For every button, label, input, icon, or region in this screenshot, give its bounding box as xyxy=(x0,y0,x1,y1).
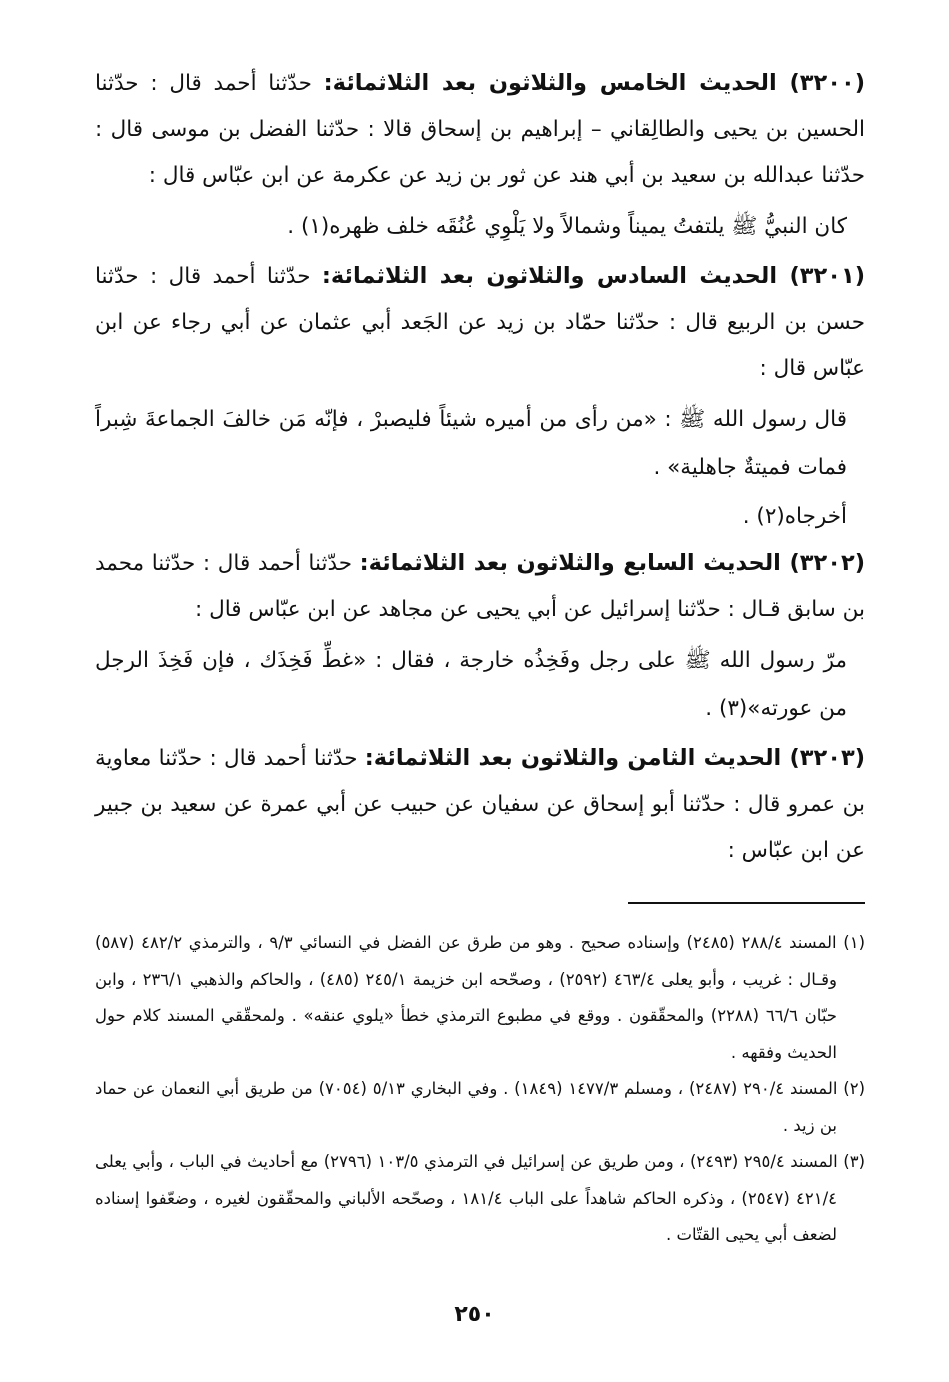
footnote-3: (٣) المسند ٢٩٥/٤ (٢٤٩٣) ، ومن طريق عن إسرائيل في الترمذي ١٠٣/٥ (٢٧٩٦) مع أحاديث في الباب ، وأبي يعلى ٤٢١/٤ (٢٥٤٧) ، وذكره الحاكم شاهداً على الباب ١٨١/٤ ، وصحّحه الألباني والمحقّقون لغيره ، وضعّفوا إسناده لضعف أبي يحيى القتّات . xyxy=(95,1152,865,1244)
footnote-separator xyxy=(628,902,865,904)
hadith-3203 xyxy=(95,735,865,874)
hadith-3200 xyxy=(95,60,865,251)
page-number: ٢٥٠ xyxy=(454,1302,495,1327)
hadith-matn: كان النبيُّ ﷺ يلتفتُ يميناً وشمالاً ولا يَلْوِي عُنُقَه خلف ظهره(١) . xyxy=(287,214,847,239)
hadith-matn: مرّ رسول الله ﷺ على رجل وفَخِذُه خارجة ، فقال : «غطِّ فَخِذَك ، فإن فَخِذَ الرجل من عورته»(٣) . xyxy=(95,648,847,721)
hadith-heading: (٣٢٠٣) الحديث الثامن والثلاثون بعد الثلاثمائة: xyxy=(364,745,865,771)
footnote-1: (١) المسند ٢٨٨/٤ (٢٤٨٥) وإسناده صحيح . وهو من طرق عن الفضل في النسائي ٩/٣ ، والترمذي ٤٨٢/٢ (٥٨٧) وقـال : غريب ، وأبو يعلى ٤٦٣/٤ (٢٥٩٢) ، وصحّحه ابن خزيمة ٢٤٥/١ (٤٨٥) ، والحاكم والذهبي ٢٣٦/١ ، وابن حبّان ٦٦/٦ (٢٢٨٨) والمحقّقون . ووقع في مطبوع الترمذي خطأ «يلوي عنقه» . ولمحقّقي المسند كلام حول الحديث وفقهه . xyxy=(95,933,865,1062)
hadith-isnad: حدّثنا أحمد قال : حدّثنا محمد بن سابق قـال : حدّثنا إسرائيل عن أبي يحيى عن مجاهد عن ابن عبّاس قال : xyxy=(95,551,865,622)
hadith-takhrij: أخرجاه(٢) . xyxy=(742,504,847,529)
hadith-heading: (٣٢٠٢) الحديث السابع والثلاثون بعد الثلاثمائة: xyxy=(359,550,866,576)
hadith-3201 xyxy=(95,253,865,540)
main-text xyxy=(95,60,865,874)
hadith-heading: (٣٢٠٠) الحديث الخامس والثلاثون بعد الثلاثمائة: xyxy=(323,70,865,96)
hadith-isnad: حدّثنا أحمد قال : حدّثنا حسن بن الربيع قال : حدّثنا حمّاد بن زيد عن الجَعد أبي عثمان عن أبي رجاء عن ابن عبّاس قال : xyxy=(95,264,865,381)
footnotes xyxy=(95,925,865,1254)
hadith-isnad: حدّثنا أحمد قال : حدّثنا معاوية بن عمرو قال : حدّثنا أبو إسحاق عن سفيان عن حبيب عن أبي عمرة عن سعيد بن جبير عن ابن عبّاس : xyxy=(95,746,865,863)
footnote-2: (٢) المسند ٢٩٠/٤ (٢٤٨٧) ، ومسلم ١٤٧٧/٣ (١٨٤٩) . وفي البخاري ٥/١٣ (٧٠٥٤) من طريق أبي النعمان عن حماد بن زيد . xyxy=(95,1079,866,1135)
hadith-matn: قال رسول الله ﷺ : «من رأى من أميره شيئاً فليصبرْ ، فإنّه مَن خالفَ الجماعةَ شِبراً فمات فميتةٌ جاهلية» . xyxy=(95,407,847,480)
hadith-heading: (٣٢٠١) الحديث السادس والثلاثون بعد الثلاثمائة: xyxy=(321,263,865,289)
hadith-3202 xyxy=(95,540,865,733)
hadith-isnad: حدّثنا أحمد قال : حدّثنا الحسين بن يحيى والطالِقاني – إبراهيم بن إسحاق قالا : حدّثنا الفضل بن موسى قال : حدّثنا عبدالله بن سعيد بن أبي هند عن ثور بن زيد عن عكرمة عن ابن عبّاس قال : xyxy=(95,71,865,188)
